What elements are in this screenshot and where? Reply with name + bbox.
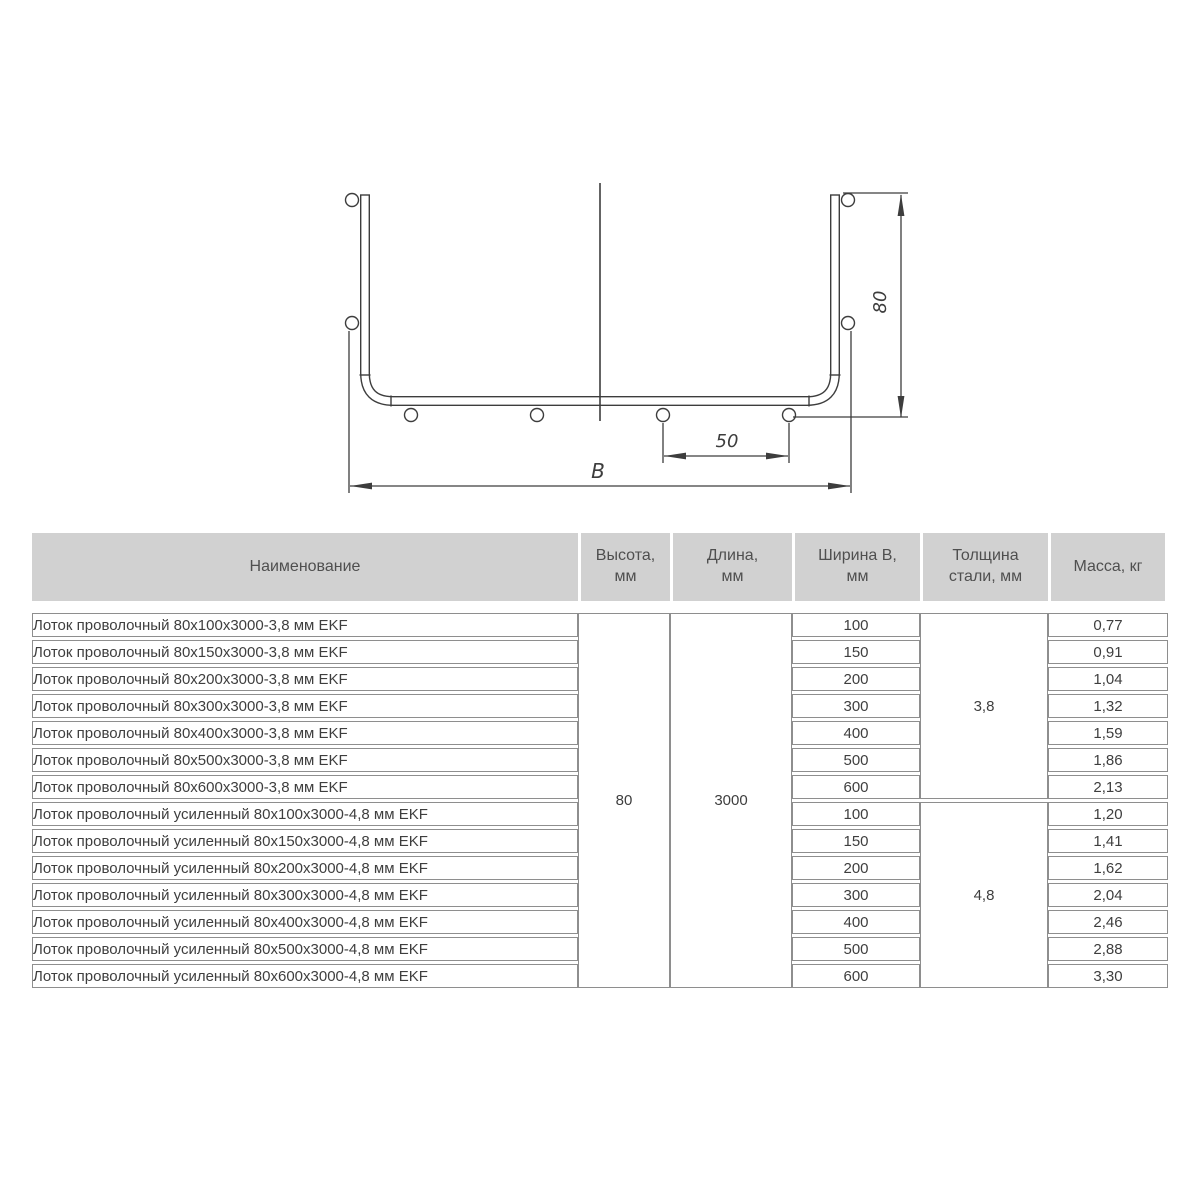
cell-name: Лоток проволочный усиленный 80x100x3000-4,8 мм EKF bbox=[32, 802, 578, 826]
arrowhead-up bbox=[898, 194, 905, 216]
spec-table-body bbox=[32, 613, 1168, 988]
cell-name: Лоток проволочный 80x500x3000-3,8 мм EKF bbox=[32, 748, 578, 772]
bottom-wire-4 bbox=[783, 409, 796, 422]
cell-thickness-merged: 4,8 bbox=[920, 802, 1048, 988]
cell-width: 200 bbox=[792, 667, 920, 691]
dimension-height-label: 80 bbox=[870, 290, 891, 314]
spec-table bbox=[32, 533, 1168, 991]
cell-width: 500 bbox=[792, 937, 920, 961]
bottom-wire-3 bbox=[657, 409, 670, 422]
cell-width: 400 bbox=[792, 910, 920, 934]
cell-mass: 1,62 bbox=[1048, 856, 1168, 880]
col-header-height-line2: мм bbox=[614, 568, 637, 585]
cell-mass: 2,46 bbox=[1048, 910, 1168, 934]
cell-width: 200 bbox=[792, 856, 920, 880]
cell-mass: 0,91 bbox=[1048, 640, 1168, 664]
col-header-width-line1: Ширина В, bbox=[818, 547, 897, 565]
cell-width: 100 bbox=[792, 802, 920, 826]
bottom-wire-1 bbox=[405, 409, 418, 422]
col-header-thickness-line1: Толщина bbox=[952, 547, 1019, 565]
col-header-thickness-line2: стали, мм bbox=[948, 568, 1023, 585]
cell-height-merged: 80 bbox=[578, 613, 670, 988]
cell-mass: 1,59 bbox=[1048, 721, 1168, 745]
cell-name: Лоток проволочный усиленный 80x150x3000-4,8 мм EKF bbox=[32, 829, 578, 853]
col-header-thickness bbox=[923, 533, 1048, 601]
col-header-length bbox=[673, 533, 792, 601]
col-header-length-line2: мм bbox=[721, 568, 744, 585]
cell-width: 600 bbox=[792, 964, 920, 988]
arrowhead-down bbox=[898, 396, 905, 418]
cell-name: Лоток проволочный 80x400x3000-3,8 мм EKF bbox=[32, 721, 578, 745]
cell-length-merged: 3000 bbox=[670, 613, 792, 988]
cell-mass: 0,77 bbox=[1048, 613, 1168, 637]
dimension-pitch-label: 50 bbox=[715, 431, 739, 452]
cell-mass: 3,30 bbox=[1048, 964, 1168, 988]
arrowhead-left bbox=[664, 453, 686, 460]
dimension-pitch bbox=[663, 423, 789, 463]
cell-width: 150 bbox=[792, 829, 920, 853]
top-edge-wire-right bbox=[842, 194, 855, 207]
cell-width: 100 bbox=[792, 613, 920, 637]
cell-mass: 1,32 bbox=[1048, 694, 1168, 718]
cell-thickness-merged: 3,8 bbox=[920, 613, 1048, 799]
cell-name: Лоток проволочный 80x200x3000-3,8 мм EKF bbox=[32, 667, 578, 691]
spec-table-header bbox=[32, 533, 1168, 601]
mid-wire-right bbox=[842, 317, 855, 330]
cell-mass: 2,04 bbox=[1048, 883, 1168, 907]
cell-name: Лоток проволочный усиленный 80x200x3000-4,8 мм EKF bbox=[32, 856, 578, 880]
cell-mass: 1,41 bbox=[1048, 829, 1168, 853]
col-header-length-line1: Длина, bbox=[706, 547, 759, 565]
col-header-mass-label: Масса, кг bbox=[1073, 557, 1143, 575]
col-header-height-line1: Высота, bbox=[595, 547, 656, 565]
cell-name: Лоток проволочный усиленный 80x400x3000-4,8 мм EKF bbox=[32, 910, 578, 934]
cell-name: Лоток проволочный усиленный 80x500x3000-4,8 мм EKF bbox=[32, 937, 578, 961]
table-row bbox=[32, 613, 1168, 637]
cell-mass: 2,88 bbox=[1048, 937, 1168, 961]
cell-mass: 1,04 bbox=[1048, 667, 1168, 691]
cell-name: Лоток проволочный 80x600x3000-3,8 мм EKF bbox=[32, 775, 578, 799]
cell-width: 500 bbox=[792, 748, 920, 772]
dimension-width-label: B bbox=[591, 459, 605, 483]
cell-width: 300 bbox=[792, 883, 920, 907]
tray-cross-section-drawing bbox=[0, 0, 1200, 530]
cell-name: Лоток проволочный 80x150x3000-3,8 мм EKF bbox=[32, 640, 578, 664]
col-header-mass bbox=[1051, 533, 1165, 601]
cell-name: Лоток проволочный усиленный 80x300x3000-4,8 мм EKF bbox=[32, 883, 578, 907]
cell-mass: 1,20 bbox=[1048, 802, 1168, 826]
arrowhead-left bbox=[350, 483, 372, 490]
spec-table-grid bbox=[32, 610, 1168, 991]
col-header-width bbox=[795, 533, 920, 601]
cell-name: Лоток проволочный 80x300x3000-3,8 мм EKF bbox=[32, 694, 578, 718]
col-header-height bbox=[581, 533, 670, 601]
mid-wire-left bbox=[346, 317, 359, 330]
bottom-wire-2 bbox=[531, 409, 544, 422]
cell-width: 600 bbox=[792, 775, 920, 799]
arrowhead-right bbox=[828, 483, 850, 490]
col-header-width-line2: мм bbox=[846, 568, 869, 585]
cell-mass: 2,13 bbox=[1048, 775, 1168, 799]
arrowhead-right bbox=[766, 453, 788, 460]
cell-name: Лоток проволочный 80x100x3000-3,8 мм EKF bbox=[32, 613, 578, 637]
cell-width: 150 bbox=[792, 640, 920, 664]
cell-name: Лоток проволочный усиленный 80x600x3000-4,8 мм EKF bbox=[32, 964, 578, 988]
cell-width: 400 bbox=[792, 721, 920, 745]
cell-width: 300 bbox=[792, 694, 920, 718]
top-edge-wire-left bbox=[346, 194, 359, 207]
cell-mass: 1,86 bbox=[1048, 748, 1168, 772]
col-header-name bbox=[32, 533, 578, 601]
col-header-name-label: Наименование bbox=[249, 557, 361, 575]
